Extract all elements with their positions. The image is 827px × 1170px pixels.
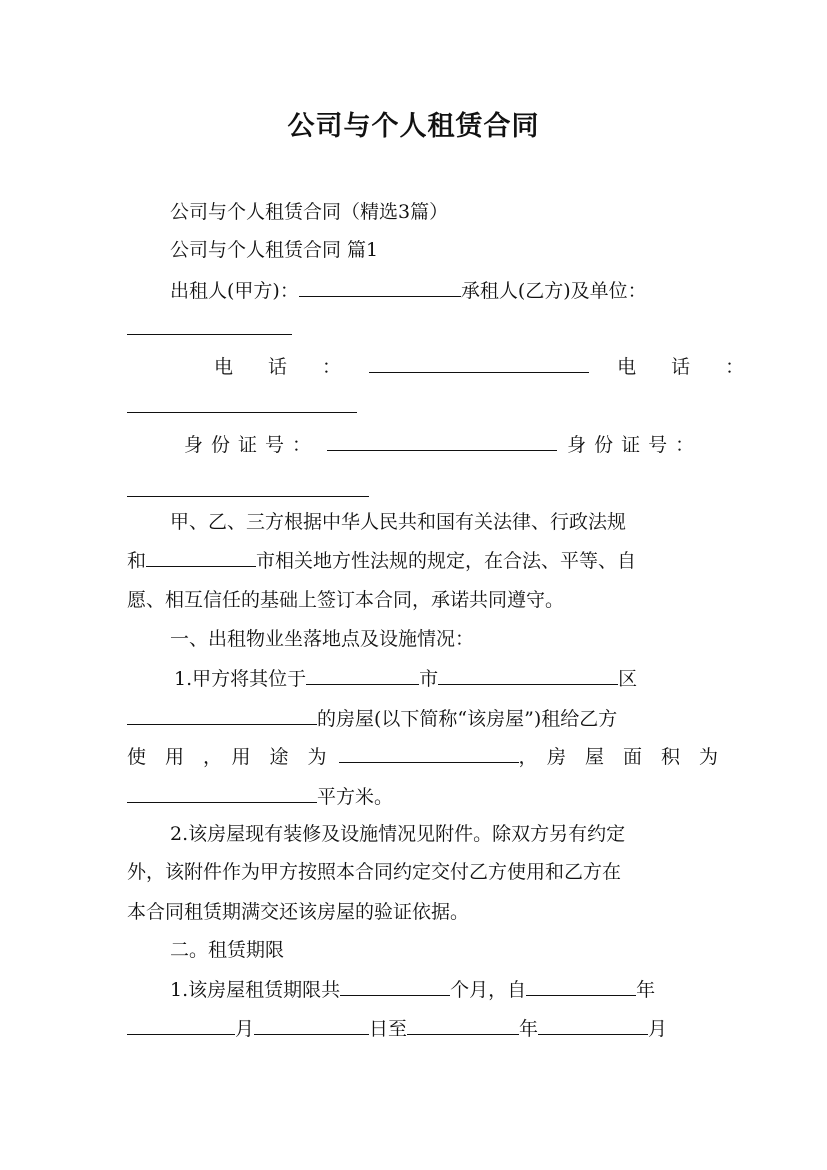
- phone-blank-2: [127, 392, 357, 413]
- end-year-blank: [407, 1014, 519, 1035]
- months-suffix: 个月，自: [450, 979, 527, 1001]
- clause-1-1-line-3: [127, 742, 719, 770]
- phone-label-2: 电 话 ：: [617, 356, 753, 378]
- subtitle: 公司与个人租赁合同（精选3篇）: [170, 201, 449, 223]
- city-blank-2: [306, 664, 419, 685]
- use-label: 使 用 ， 用 途 为: [127, 746, 327, 768]
- area-blank: [127, 782, 317, 803]
- clause-1-2-line-2: 外，该附件作为甲方按照本合同约定交付乙方使用和乙方在: [127, 861, 622, 883]
- area-unit: 平方米。: [317, 786, 394, 808]
- end-month-blank: [538, 1014, 648, 1035]
- month-suffix: 月: [235, 1018, 255, 1040]
- clause-1-1-line-1: [174, 664, 700, 692]
- start-year-blank: [526, 975, 636, 996]
- city-blank: [146, 546, 256, 567]
- day-to-text: 日至: [369, 1018, 408, 1040]
- id-blank-2: [127, 476, 369, 497]
- phone-blank-line: [127, 392, 700, 420]
- id-label-1: 身份证号：: [184, 434, 320, 456]
- district-blank: [438, 664, 618, 685]
- months-blank: [340, 975, 450, 996]
- end-month-suffix: 月: [648, 1018, 668, 1040]
- clause-2-1-line-1: [170, 975, 700, 1003]
- id-line: [184, 430, 703, 458]
- address-blank: [127, 704, 317, 725]
- phone-blank-1: [369, 352, 589, 373]
- district-suffix: 区: [618, 668, 638, 690]
- start-month-blank: [127, 1014, 235, 1035]
- intro-line-1: 甲、乙、三方根据中华人民共和国有关法律、行政法规: [170, 511, 627, 533]
- area-label: ， 房 屋 面 积 为: [518, 746, 719, 768]
- phone-line: [214, 352, 753, 380]
- clause-1-2-line-1: 2.该房屋现有装修及设施情况见附件。除双方另有约定: [170, 823, 626, 845]
- clause-1-1-line-2: [127, 704, 700, 732]
- section-2-heading: 二。租赁期限: [170, 939, 285, 961]
- term-label: 1.该房屋租赁期限共: [170, 979, 341, 1001]
- id-blank-1: [327, 430, 557, 451]
- lessee-label: 承租人(乙方)及单位：: [460, 280, 647, 302]
- phone-label-1: 电 话 ：: [214, 356, 350, 378]
- intro-line-3: 愿、相互信任的基础上签订本合同，承诺共同遵守。: [127, 589, 565, 611]
- use-blank: [339, 742, 519, 763]
- clause-1-1-text-2: 的房屋(以下简称“该房屋”)租给乙方: [317, 708, 618, 730]
- clause-1-1-text: 1.甲方将其位于: [174, 668, 307, 690]
- year-suffix: 年: [636, 979, 656, 1001]
- intro-text-b: 市相关地方性法规的规定，在合法、平等、自: [256, 550, 637, 572]
- city-suffix: 市: [419, 668, 439, 690]
- end-year-suffix: 年: [519, 1018, 539, 1040]
- lessee-blank: [127, 314, 292, 335]
- intro-line-2: [127, 546, 700, 574]
- document-title: 公司与个人租赁合同: [287, 111, 540, 142]
- id-blank-line: [127, 476, 700, 504]
- part-heading: 公司与个人租赁合同 篇1: [170, 239, 379, 261]
- parties-line: [170, 276, 715, 304]
- lessor-blank: [299, 276, 461, 297]
- section-1-heading: 一、出租物业坐落地点及设施情况：: [170, 628, 475, 650]
- lessee-blank-line: [127, 314, 700, 342]
- clause-1-1-line-4: [127, 782, 700, 810]
- intro-text-a: 和: [127, 550, 147, 572]
- lessor-label: 出租人(甲方)：: [170, 280, 299, 302]
- start-day-blank: [254, 1014, 369, 1035]
- clause-2-1-line-2: [127, 1014, 700, 1042]
- id-label-2: 身份证号：: [567, 434, 703, 456]
- clause-1-2-line-3: 本合同租赁期满交还该房屋的验证依据。: [127, 901, 470, 923]
